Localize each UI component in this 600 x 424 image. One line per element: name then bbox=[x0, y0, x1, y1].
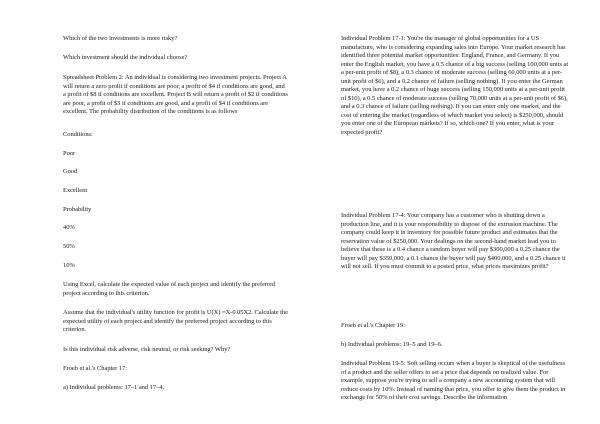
problem-17-1: Individual Problem 17-1: You're the manager of global opportunities for a US manufacture, who is considering expanding sales into Europe. Your market research has identified three potential market opportunities: England, France, and Germany. If you enter the English market, you have a 0.5 chance of a big success (selling 100,000 units at a per-unit profit of $8), a 0.3 chance of moderate success (selling 60,000 units at a per-unit profit of $6), and a 0.2 chance of failure (selling nothing). If you enter the German market, you have a 0.2 chance of huge success (selling 150,000 units at a per-unit profit of $10), a 0.5 chance of moderate success (selling 70,000 units at a per-unit profit of $6), and a 0.3 chance of failure (selling nothing). If you can enter only one market, and the cost of entering the market (regardless of which market you select) is $250,000, should you enter one of the European markets? If so, which one? If you enter, what is your expected profit? bbox=[341, 35, 569, 136]
question-risky: Which of the two investments is more risky? bbox=[63, 35, 178, 42]
individual-problems-19: b) Individual problems: 19–5 and 19–6. bbox=[341, 341, 443, 348]
condition-excellent: Excellent bbox=[63, 187, 88, 194]
probability-40: 40% bbox=[63, 224, 75, 231]
probability-50: 50% bbox=[63, 243, 75, 250]
froeb-chapter-19: Froeb et al.'s Chapter 19: bbox=[341, 322, 405, 329]
individual-problems-17: a) Individual problems: 17–1 and 17–4. bbox=[63, 384, 164, 391]
question-risk-attitude: Is this individual risk adverse, risk neutral, or risk seeking? Why? bbox=[63, 346, 231, 353]
condition-good: Good bbox=[63, 168, 78, 175]
probability-label: Probability bbox=[63, 206, 92, 213]
problem-19-5: Individual Problem 19-5: Soft selling occurs when a buyer is skeptical of the usefulness of a product and the seller offers to set a price that depends on realized value. For example, suppose you're trying to sell a company a new accounting system that will reduce costs by 10%. Instead of naming that price, you offer to give them the product in exchange for 50% of their cost savings. Describe the information bbox=[341, 360, 566, 401]
condition-poor: Poor bbox=[63, 150, 76, 157]
probability-10: 10% bbox=[63, 262, 75, 269]
question-choose: Which investment should the individual choose? bbox=[63, 54, 188, 61]
froeb-chapter-17: Froeb et al.'s Chapter 17: bbox=[63, 365, 127, 372]
problem-17-4: Individual Problem 17-4: Your company has a customer who is shutting down a production line, and it is your responsibility to dispose of the extrusion machine. The company could keep it in inventory for possible future product and estimates that the reservation value of $250,000. Your dealings on the second-hand market lead you to believe that these is a 0.4 chance a random buyer will pay $300,000 a 0.25 chance the buyer will pay $350,000, a 0.1 chance the buyer will pay $400,000, and a 0.25 chance it will not sell. If you must commit to a posted price, what prices maximizes profit? bbox=[341, 212, 566, 270]
conditions-label: Conditions: bbox=[63, 131, 93, 138]
spreadsheet-problem-2: Spreadsheet Problem 2: An individual is considering two investment projects. Project A will return a zero profit if conditions are poor, a profit of $4 if conditions are good, and a profit of $8 if conditions are excellent. Project B will return a profit of $2 if conditions are poor, a profit of $3 if conditions are good, and a profit of $4 if conditions are excellent. The probability distribution of the conditions is as follows bbox=[63, 74, 288, 115]
utility-instruction: Assume that the individual's utility function for profit is U(X) =X-0.05X2. Calculate the expected utility of each project and identify the preferred project according to this criterion. bbox=[63, 309, 288, 333]
excel-instruction: Using Excel, calculate the expected value of each project and identify the preferred project according to this criterion. bbox=[63, 281, 276, 297]
